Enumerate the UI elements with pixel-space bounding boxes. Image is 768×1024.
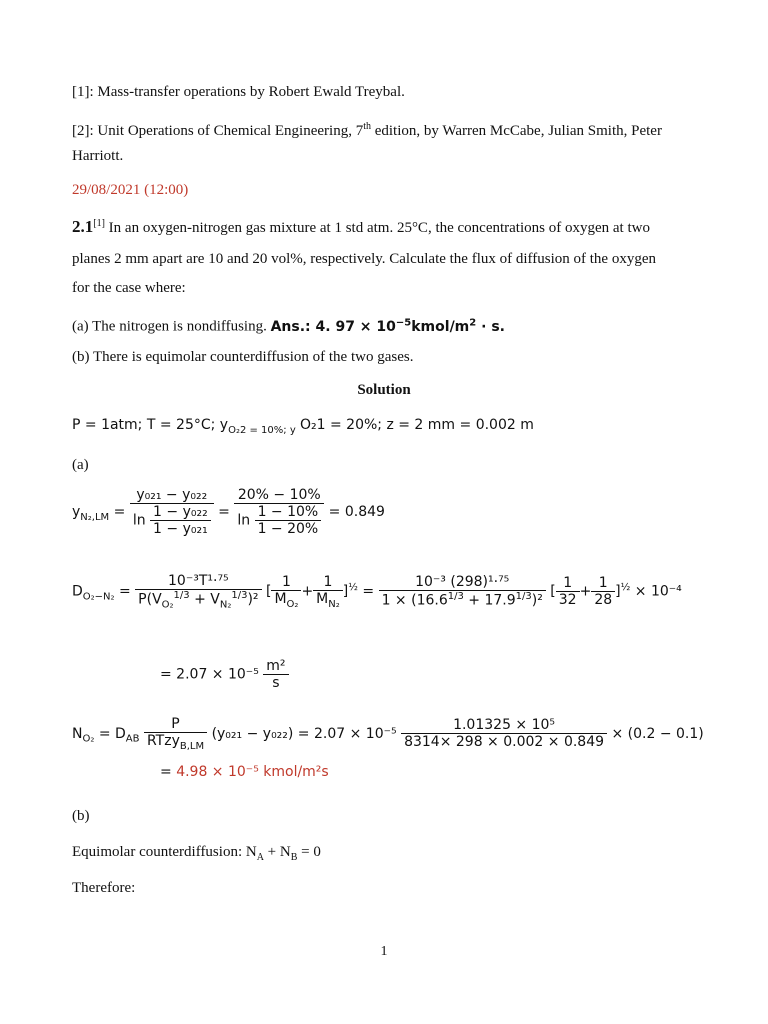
reference-1 xyxy=(72,82,405,102)
ylm-num-1: y₀₂₁ − y₀₂₂ xyxy=(136,487,208,503)
d-num-1: 10⁻³T¹·⁷⁵ xyxy=(168,573,229,589)
ylm-inner-num-2: 1 − 10% xyxy=(257,504,319,520)
problem-line-1 xyxy=(72,214,650,238)
ylm-inner-num-1: 1 − y₀₂₂ xyxy=(153,504,208,520)
problem-part-b: (b) There is equimolar counterdiffusion of the two gases. xyxy=(72,349,414,365)
problem-line-2: planes 2 mm apart are 10 and 20 vol%, respectively. Calculate the flux of diffusion of the oxygen xyxy=(72,251,656,267)
n-frac-den xyxy=(144,732,207,752)
ylm-fraction-1 xyxy=(130,487,214,537)
n-frac-den-sub: B,LM xyxy=(179,740,205,752)
ylm-den-2 xyxy=(234,503,324,537)
reference-2-tag: [2]: xyxy=(72,123,94,139)
problem-text-1: In an oxygen-nitrogen gas mixture at 1 std atm. 25°C, the concentrations of oxygen at two xyxy=(108,220,650,236)
given-part-2: O₂1 = 20%; z = 2 mm = 0.002 m xyxy=(300,417,534,433)
d-frac-28-num: 1 xyxy=(598,575,608,592)
d-result: = 2.07 × 10⁻⁵ xyxy=(160,666,259,683)
equimolar-text: Equimolar counterdiffusion: N xyxy=(72,844,257,860)
ylm-inner-frac-1 xyxy=(150,504,211,537)
reference-2-sup: th xyxy=(363,121,371,132)
n-num-2: 1.01325 × 10⁵ xyxy=(453,717,556,734)
ylm-inner-frac-2 xyxy=(255,504,322,537)
flux-result-value: 4.98 × 10⁻⁵ kmol/m²s xyxy=(176,764,329,780)
answer-a-unit: kmol/m xyxy=(411,318,470,335)
problem-ref: [1] xyxy=(93,218,105,229)
n-paren: (y₀₂₁ − y₀₂₂) = 2.07 × 10⁻⁵ xyxy=(211,725,397,742)
date-heading: 29/08/2021 (12:00) xyxy=(72,182,189,198)
reference-2 xyxy=(72,117,662,141)
page-number: 1 xyxy=(380,944,388,959)
equimolar-sub-a: A xyxy=(256,852,264,863)
d-frac-32 xyxy=(556,575,580,608)
equation-ylm: $y_{N_2,LM}$ = y₀₂₁ − y₀₂₂ ln $\frac{\text{1 − y₀₂₂}}{\text{1 − y₀₂₁}}$ = 20% − 10% ln $\frac{1 - 10\%}{1 - 20\%}$ = 0.849 xyxy=(72,487,385,537)
part-a-text: (a) The nitrogen is nondiffusing. xyxy=(72,318,267,335)
d-frac-m2: $\frac{1}{M_{N_2}}$ xyxy=(313,574,343,610)
d-num-2: 10⁻³ (298)¹·⁷⁵ xyxy=(415,574,510,591)
d-result-unit-den: s xyxy=(263,674,288,691)
ylm-lhs-sub: N₂,LM xyxy=(80,511,110,523)
reference-1-tag: [1]: xyxy=(72,84,94,100)
d-frac-28 xyxy=(591,575,615,608)
ylm-ln-1: ln xyxy=(132,512,146,529)
ylm-ln-2: ln xyxy=(237,512,251,529)
n-tail: × (0.2 − 0.1) xyxy=(611,725,704,742)
n-fraction-1 xyxy=(144,716,207,752)
problem-line-3: for the case where: xyxy=(72,280,186,296)
given-values-2 xyxy=(300,417,534,433)
reference-2-text: Unit Operations of Chemical Engineering, 7 xyxy=(97,123,364,139)
equimolar-tail: = 0 xyxy=(297,844,321,860)
answer-a-tail: · s. xyxy=(476,318,505,335)
ylm-inner-den-1: 1 − y₀₂₁ xyxy=(150,520,211,537)
d-frac-32-den: 32 xyxy=(556,591,580,608)
given-part-1: O₂2 = 10%; y xyxy=(228,424,296,436)
equimolar-sub-b: B xyxy=(290,852,298,863)
n-eq-sub: AB xyxy=(125,733,140,745)
d-tail: × 10⁻⁴ xyxy=(634,583,682,600)
given-prefix: P = 1atm; T = 25°C; y xyxy=(72,417,229,433)
n-frac-den-text: RTzy xyxy=(146,733,180,749)
d-result-unit xyxy=(263,658,288,691)
d-lhs: D xyxy=(72,583,83,600)
solution-heading: Solution xyxy=(357,382,411,398)
n-eq: = D xyxy=(98,725,126,742)
d-den-1: $P(V_{O_2}^{1/3} + V_{N_2}^{1/3})^2$ xyxy=(135,589,261,610)
answer-a xyxy=(271,319,505,335)
n-fraction-2 xyxy=(401,717,607,750)
ylm-fraction-2 xyxy=(234,487,324,537)
equimolar-mid: + N xyxy=(263,844,291,860)
flux-result: = 4.98 × 10⁻⁵ kmol/m²s xyxy=(160,764,329,780)
ylm-result: = 0.849 xyxy=(328,504,385,520)
reference-2-text2: edition, by Warren McCabe, Julian Smith, Peter xyxy=(374,123,662,139)
d-frac-m1: $\frac{1}{M_{O_2}}$ xyxy=(271,574,301,610)
part-b-label: (b) xyxy=(72,808,90,824)
reference-1-text: Mass-transfer operations by Robert Ewald Treybal. xyxy=(97,84,405,100)
therefore-line: Therefore: xyxy=(72,880,136,896)
problem-number: 2.1 xyxy=(72,217,94,236)
ylm-inner-den-2: 1 − 20% xyxy=(255,520,322,537)
answer-a-value: Ans.: 4. 97 × 10 xyxy=(270,318,396,335)
d-frac-32-num: 1 xyxy=(563,575,573,592)
ylm-num-2: 20% − 10% xyxy=(237,487,321,503)
answer-a-exp: −5 xyxy=(395,317,412,328)
n-lhs-sub: O₂ xyxy=(82,733,95,745)
given-values xyxy=(72,417,296,436)
d-fraction-1 xyxy=(135,573,261,610)
part-a-label: (a) xyxy=(72,457,89,473)
n-lhs: N xyxy=(72,725,83,742)
ylm-den-1 xyxy=(130,503,214,537)
answer-a-unit-exp: 2 xyxy=(469,317,477,328)
d-fraction-2 xyxy=(379,574,546,609)
d-lhs-sub: O₂−N₂ xyxy=(82,591,115,603)
diffusivity-result xyxy=(160,658,289,691)
d-den-2: $1 \times (16.6^{1/3} + 17.9^{1/3})^2$ xyxy=(379,590,546,609)
equation-flux xyxy=(72,716,704,752)
ylm-lhs: y xyxy=(72,504,81,520)
d-result-unit-num: m² xyxy=(266,658,286,674)
d-frac-28-den: 28 xyxy=(591,591,615,608)
problem-part-a xyxy=(72,313,505,337)
n-den-2: 8314× 298 × 0.002 × 0.849 xyxy=(401,733,607,750)
equimolar-line xyxy=(72,842,321,868)
equation-diffusivity: $D_{O_2-N_2}$ = $\frac{\text{10⁻³T¹·⁷⁵}}{P(V_{O_2}^{1/3} + V_{N_2}^{1/3})^2}$ [ $\frac{1}{M_{O_2}}$ + $\frac{1}{M_{N_2}}$ ]$^{\frac{1}{2}}$ = $\frac{\text{10⁻³ (298)¹·⁷⁵}}{1 \times (16.6^{1/3} + 17.9^{1/3})^2}$ [ $\frac{1}{32}$ + $\frac{1}{28}$ ]$^{\frac{1}{2}}$ × 10⁻⁴ xyxy=(72,573,682,611)
reference-2-line2: Harriott. xyxy=(72,148,124,164)
n-frac-num: P xyxy=(171,716,180,732)
